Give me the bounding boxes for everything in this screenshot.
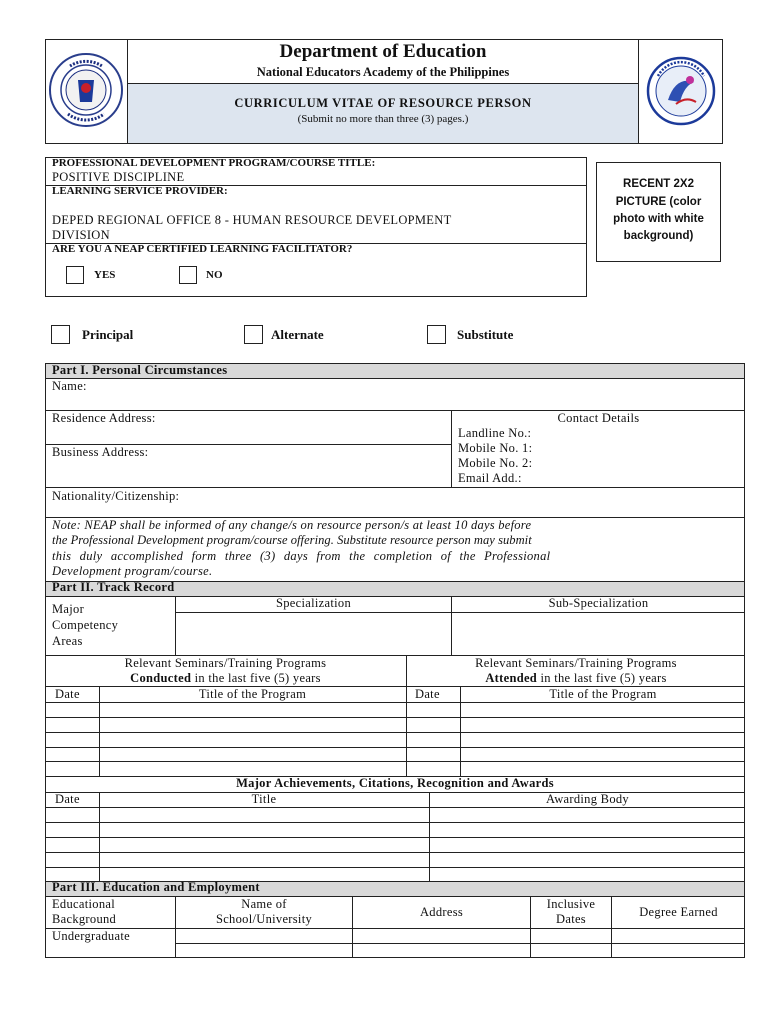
residence-address-label: Residence Address: bbox=[52, 411, 156, 425]
attended-date-header: Date bbox=[415, 687, 440, 701]
email-label: Email Add.: bbox=[458, 471, 522, 485]
attended-bold: Attended bbox=[485, 671, 538, 685]
address-header: Address bbox=[419, 905, 464, 919]
yes-label: YES bbox=[94, 269, 116, 281]
note-line2: the Professional Development program/course offering. Substitute resource person may submit bbox=[52, 533, 532, 547]
conducted-header-line2 bbox=[45, 671, 406, 686]
specialization-field[interactable] bbox=[176, 613, 451, 655]
provider-value-line1[interactable]: DEPED REGIONAL OFFICE 8 - HUMAN RESOURCE DEVELOPMENT bbox=[52, 213, 452, 227]
provider-label: LEARNING SERVICE PROVIDER: bbox=[52, 185, 228, 197]
academy-subtitle: National Educators Academy of the Philippines bbox=[256, 65, 510, 79]
note-line4: Development program/course. bbox=[52, 564, 213, 578]
school-header-line2: School/University bbox=[215, 912, 313, 926]
principal-label: Principal bbox=[82, 327, 134, 342]
principal-checkbox[interactable] bbox=[51, 325, 70, 344]
attended-rest: in the last five (5) years bbox=[537, 671, 667, 685]
photo-instruction-line2: PICTURE (color bbox=[615, 196, 702, 208]
nationality-label: Nationality/Citizenship: bbox=[52, 489, 180, 503]
conducted-date-header: Date bbox=[55, 687, 80, 701]
part1-heading: Part I. Personal Circumstances bbox=[52, 363, 228, 377]
substitute-label: Substitute bbox=[457, 327, 514, 342]
note-line1: Note: NEAP shall be informed of any change/s on resource person/s at least 10 days before bbox=[52, 518, 532, 532]
part2-heading: Part II. Track Record bbox=[52, 580, 175, 594]
yes-checkbox[interactable] bbox=[66, 266, 84, 284]
photo-instruction-line1: RECENT 2X2 bbox=[623, 178, 694, 190]
achievement-title-header: Title bbox=[251, 792, 277, 806]
attended-title-header: Title of the Program bbox=[549, 687, 657, 701]
part3-heading: Part III. Education and Employment bbox=[52, 880, 260, 894]
mobile1-label: Mobile No. 1: bbox=[458, 441, 533, 455]
inclusive-dates-header-line1: Inclusive bbox=[546, 897, 596, 911]
edu-background-header-line2: Background bbox=[52, 912, 117, 926]
inclusive-dates-header-line2: Dates bbox=[556, 912, 586, 926]
specialization-header: Specialization bbox=[275, 596, 351, 610]
substitute-checkbox[interactable] bbox=[427, 325, 446, 344]
alternate-label: Alternate bbox=[271, 327, 324, 342]
undergraduate-label: Undergraduate bbox=[52, 929, 130, 943]
business-address-label: Business Address: bbox=[52, 445, 149, 459]
mobile2-label: Mobile No. 2: bbox=[458, 456, 533, 470]
neap-seal-logo bbox=[646, 56, 716, 126]
deped-seal-logo bbox=[48, 52, 124, 128]
photo-instruction-line4: background) bbox=[623, 230, 694, 242]
photo-placeholder bbox=[596, 162, 721, 262]
neap-question: ARE YOU A NEAP CERTIFIED LEARNING FACILITATOR? bbox=[52, 243, 353, 255]
name-label: Name: bbox=[52, 379, 87, 393]
conducted-title-header: Title of the Program bbox=[198, 687, 307, 701]
conducted-rest: in the last five (5) years bbox=[191, 671, 321, 685]
landline-label: Landline No.: bbox=[458, 426, 532, 440]
no-label: NO bbox=[206, 269, 223, 281]
awarding-body-header: Awarding Body bbox=[546, 792, 629, 806]
competency-label-line2: Competency bbox=[52, 618, 119, 632]
sub-specialization-header: Sub-Specialization bbox=[548, 596, 649, 610]
contact-details-heading: Contact Details bbox=[557, 411, 640, 425]
achievements-heading: Major Achievements, Citations, Recognition and Awards bbox=[236, 776, 554, 790]
school-header-line1: Name of bbox=[241, 897, 287, 911]
conducted-bold: Conducted bbox=[130, 671, 192, 685]
competency-label-line1: Major bbox=[52, 602, 85, 616]
department-title: Department of Education bbox=[279, 41, 487, 62]
note-line3: this duly accomplished form three (3) days from the completion of the Professional bbox=[52, 549, 551, 563]
competency-label-line3: Areas bbox=[52, 634, 83, 648]
achievement-date-header: Date bbox=[55, 792, 80, 806]
alternate-checkbox[interactable] bbox=[244, 325, 263, 344]
form-title: CURRICULUM VITAE OF RESOURCE PERSON bbox=[234, 96, 532, 110]
photo-instruction-line3: photo with white bbox=[613, 213, 704, 225]
attended-header-line2 bbox=[407, 671, 745, 686]
conducted-header-line1: Relevant Seminars/Training Programs bbox=[124, 656, 327, 670]
degree-earned-header: Degree Earned bbox=[639, 905, 718, 919]
sub-specialization-field[interactable] bbox=[452, 613, 745, 655]
edu-background-header-line1: Educational bbox=[52, 897, 115, 911]
no-checkbox[interactable] bbox=[179, 266, 197, 284]
provider-value-line2[interactable]: DIVISION bbox=[52, 228, 110, 242]
attended-header-line1: Relevant Seminars/Training Programs bbox=[475, 656, 677, 670]
form-page-note: (Submit no more than three (3) pages.) bbox=[297, 113, 469, 125]
program-title-value[interactable]: POSITIVE DISCIPLINE bbox=[52, 170, 185, 184]
program-title-label: PROFESSIONAL DEVELOPMENT PROGRAM/COURSE TITLE: bbox=[52, 157, 376, 169]
